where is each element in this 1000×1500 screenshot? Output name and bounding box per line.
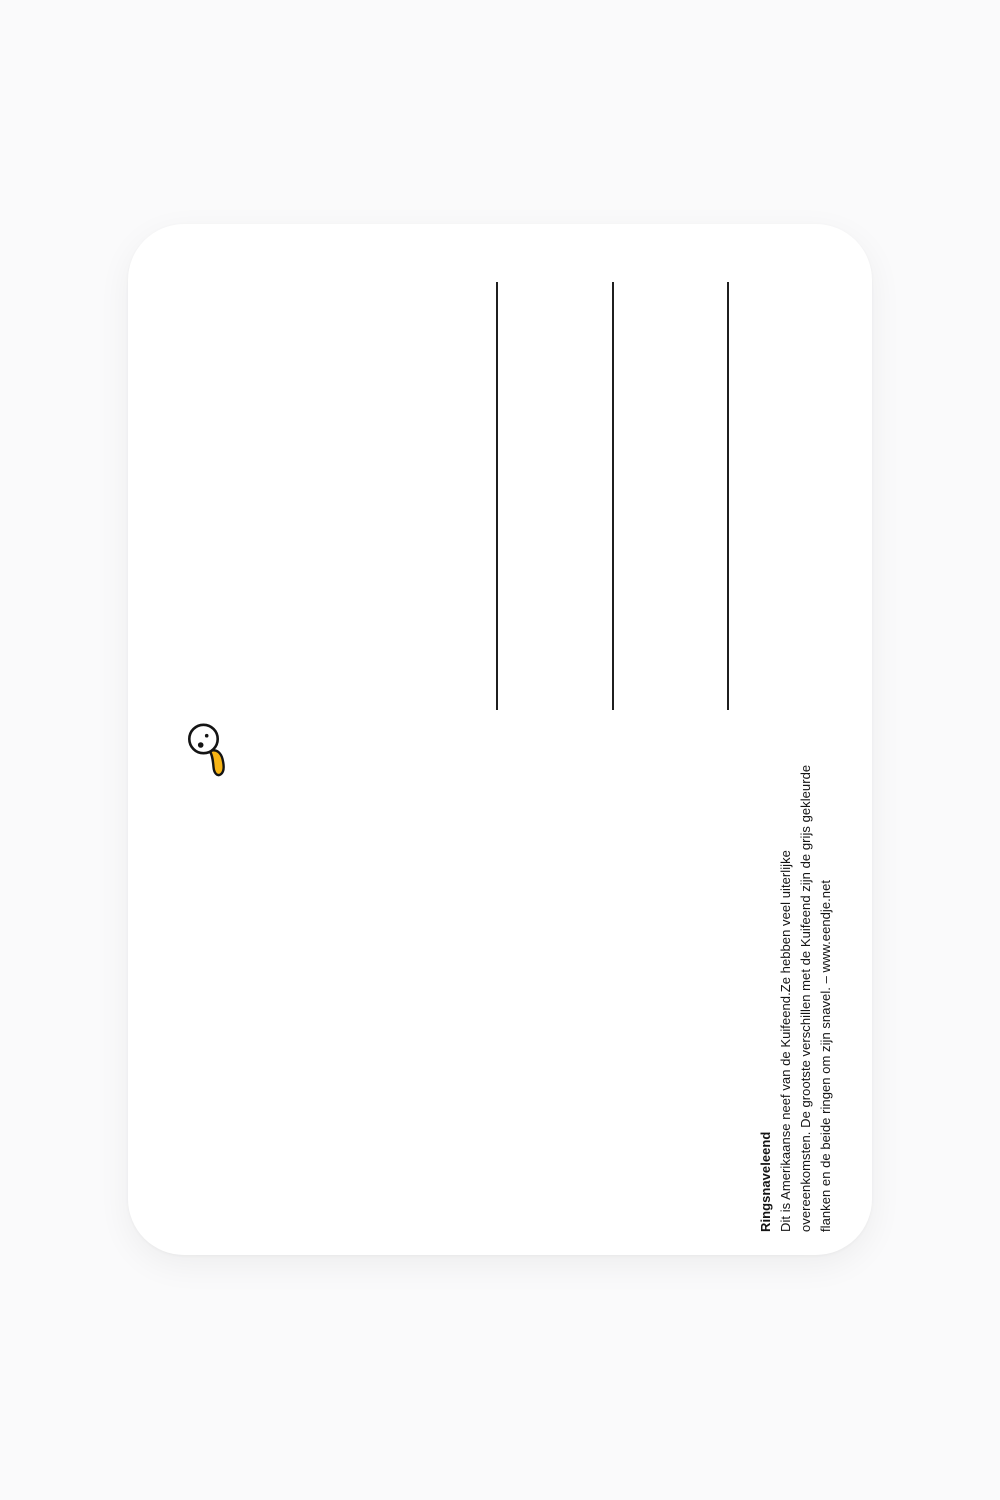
caption-title: Ringsnaveleend — [758, 1131, 773, 1232]
duck-nostril — [198, 742, 204, 748]
duck-head — [189, 725, 217, 753]
address-line — [727, 282, 729, 710]
duck-beak — [210, 750, 224, 775]
caption-body-line: overeenkomsten. De grootste verschillen met de Kuifeend zijn de grijs gekleurde — [798, 764, 813, 1232]
duck-head-logo-icon — [182, 717, 228, 783]
caption — [756, 762, 836, 1232]
caption-body-line: flanken en de beide ringen om zijn snavel. – www.eendje.net — [818, 879, 833, 1232]
address-line — [496, 282, 498, 710]
address-line — [612, 282, 614, 710]
duck-eye — [205, 734, 209, 738]
postcard — [128, 224, 872, 1255]
caption-body-line: Dit is Amerikaanse neef van de Kuifeend.Ze hebben veel uiterlijke — [778, 850, 793, 1232]
address-lines — [496, 282, 729, 710]
